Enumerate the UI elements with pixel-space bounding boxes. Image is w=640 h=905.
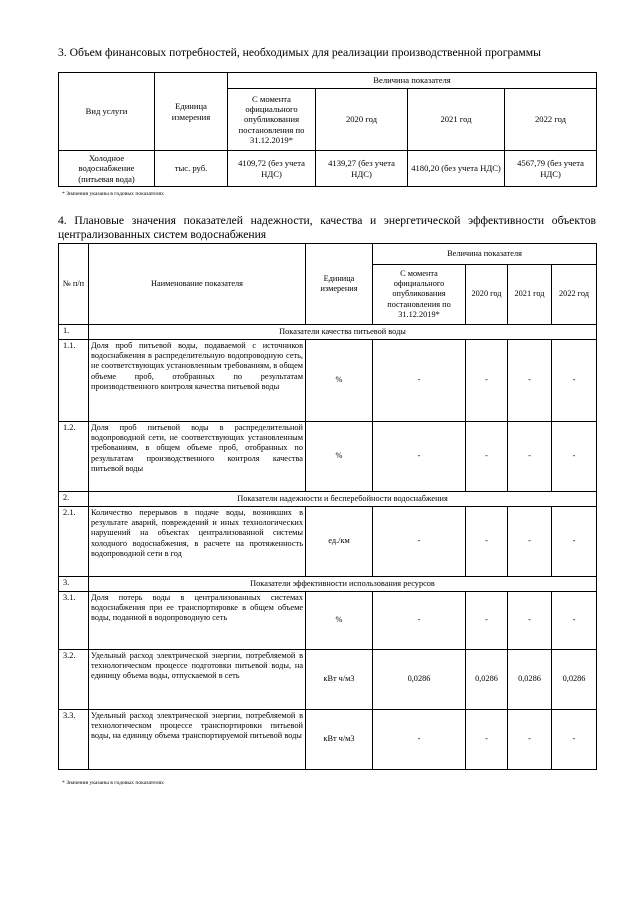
col-header-period: 2021 год <box>508 265 552 325</box>
value-cell: - <box>373 710 466 770</box>
col-header-service: Вид услуги <box>59 73 155 151</box>
value-cell: 0,0286 <box>466 650 508 710</box>
section3-heading-text: 3. Объем финансовых потребностей, необходимых для реализации производственной программы <box>58 46 541 59</box>
col-header-period: 2021 год <box>408 89 505 151</box>
col-header-period: 2020 год <box>466 265 508 325</box>
value-cell: - <box>466 710 508 770</box>
unit-cell: % <box>306 340 373 422</box>
table-row <box>59 710 597 770</box>
col-header-unit: Единица измерения <box>306 244 373 325</box>
section4-footnote: * Значения указаны в годовых показателях <box>62 780 164 786</box>
col-header-value-group: Величина показателя <box>228 73 597 89</box>
value-cell: - <box>508 710 552 770</box>
indicators-table <box>58 243 597 770</box>
section3-footnote: * Значения указаны в годовых показателях <box>62 191 164 197</box>
table-row <box>59 151 597 187</box>
row-number: 1.1. <box>59 340 89 422</box>
table-row <box>59 422 597 492</box>
row-number: 3.2. <box>59 650 89 710</box>
unit-cell: % <box>306 422 373 492</box>
section4-heading <box>58 214 596 242</box>
col-header-period: 2022 год <box>552 265 597 325</box>
unit-cell: ед./км <box>306 507 373 577</box>
section3-heading <box>58 46 596 60</box>
col-header-no: № п/п <box>59 244 89 325</box>
col-header-name: Наименование показателя <box>89 244 306 325</box>
table-row <box>59 592 597 650</box>
value-cell: 4567,79 (без учета НДС) <box>505 151 597 187</box>
value-cell: - <box>373 592 466 650</box>
col-header-period: С момента официального опубликования постановления по 31.12.2019* <box>228 89 316 151</box>
indicator-name: Доля проб питьевой воды в распределительной водопроводной сети, не соответствующих установленным требованиям, в общем объеме проб, отобранных по результатам производственного контроля качества питьевой воды <box>89 422 306 492</box>
section-title: Показатели надежности и бесперебойности водоснабжения <box>89 492 597 507</box>
table-row <box>59 340 597 422</box>
table-row <box>59 507 597 577</box>
indicator-name: Доля потерь воды в централизованных системах водоснабжения при ее транспортировке в общем объеме воды, поданной в водопроводную сеть <box>89 592 306 650</box>
row-number: 2.1. <box>59 507 89 577</box>
unit-cell: кВт ч/м3 <box>306 650 373 710</box>
section-number: 2. <box>59 492 89 507</box>
value-cell: 4109,72 (без учета НДС) <box>228 151 316 187</box>
value-cell: - <box>508 592 552 650</box>
value-cell: - <box>552 422 597 492</box>
col-header-period: С момента официального опубликования постановления по 31.12.2019* <box>373 265 466 325</box>
unit-cell: тыс. руб. <box>155 151 228 187</box>
value-cell: 0,0286 <box>552 650 597 710</box>
value-cell: - <box>508 422 552 492</box>
section-number: 3. <box>59 577 89 592</box>
row-number: 3.1. <box>59 592 89 650</box>
col-header-period: 2022 год <box>505 89 597 151</box>
indicator-name: Количество перерывов в подаче воды, возникших в результате аварий, повреждений и иных технологических нарушений на объектах централизованной системы холодного водоснабжения, в расчете на протяженность водопроводной сети в год <box>89 507 306 577</box>
value-cell: - <box>552 592 597 650</box>
section-number: 1. <box>59 325 89 340</box>
value-cell: - <box>508 340 552 422</box>
value-cell: - <box>552 340 597 422</box>
indicator-name: Удельный расход электрической энергии, потребляемой в технологическом процессе подготовки питьевой воды, на единицу объема воды, отпускаемой в сеть <box>89 650 306 710</box>
unit-cell: % <box>306 592 373 650</box>
indicator-name: Удельный расход электрической энергии, потребляемой в технологическом процессе транспортировки питьевой воды, на единицу объема транспортируемой питьевой воды <box>89 710 306 770</box>
unit-cell: кВт ч/м3 <box>306 710 373 770</box>
value-cell: 0,0286 <box>508 650 552 710</box>
table-row <box>59 650 597 710</box>
section-title: Показатели качества питьевой воды <box>89 325 597 340</box>
indicator-name: Доля проб питьевой воды, подаваемой с источников водоснабжения в распределительную водопроводную сеть, не соответствующих установленным требованиям, в общем объеме проб, отобранных по результатам производственного контроля качества питьевой воды <box>89 340 306 422</box>
value-cell: - <box>552 507 597 577</box>
value-cell: 4180,20 (без учета НДС) <box>408 151 505 187</box>
section-row <box>59 577 597 592</box>
col-header-unit: Единица измерения <box>155 73 228 151</box>
row-number: 1.2. <box>59 422 89 492</box>
section4-heading-text: 4. Плановые значения показателей надежности, качества и энергетической эффективности объектов централизованных систем водоснабжения <box>58 214 596 241</box>
financial-needs-table <box>58 72 597 187</box>
section-row <box>59 492 597 507</box>
value-cell: - <box>466 592 508 650</box>
service-cell: Холодное водоснабжение (питьевая вода) <box>59 151 155 187</box>
value-cell: - <box>466 507 508 577</box>
value-cell: - <box>552 710 597 770</box>
value-cell: - <box>373 340 466 422</box>
value-cell: 4139,27 (без учета НДС) <box>316 151 408 187</box>
value-cell: - <box>466 422 508 492</box>
col-header-period: 2020 год <box>316 89 408 151</box>
section-title: Показатели эффективности использования ресурсов <box>89 577 597 592</box>
value-cell: - <box>373 422 466 492</box>
value-cell: 0,0286 <box>373 650 466 710</box>
row-number: 3.3. <box>59 710 89 770</box>
col-header-value-group: Величина показателя <box>373 244 597 265</box>
value-cell: - <box>466 340 508 422</box>
value-cell: - <box>508 507 552 577</box>
section-row <box>59 325 597 340</box>
value-cell: - <box>373 507 466 577</box>
